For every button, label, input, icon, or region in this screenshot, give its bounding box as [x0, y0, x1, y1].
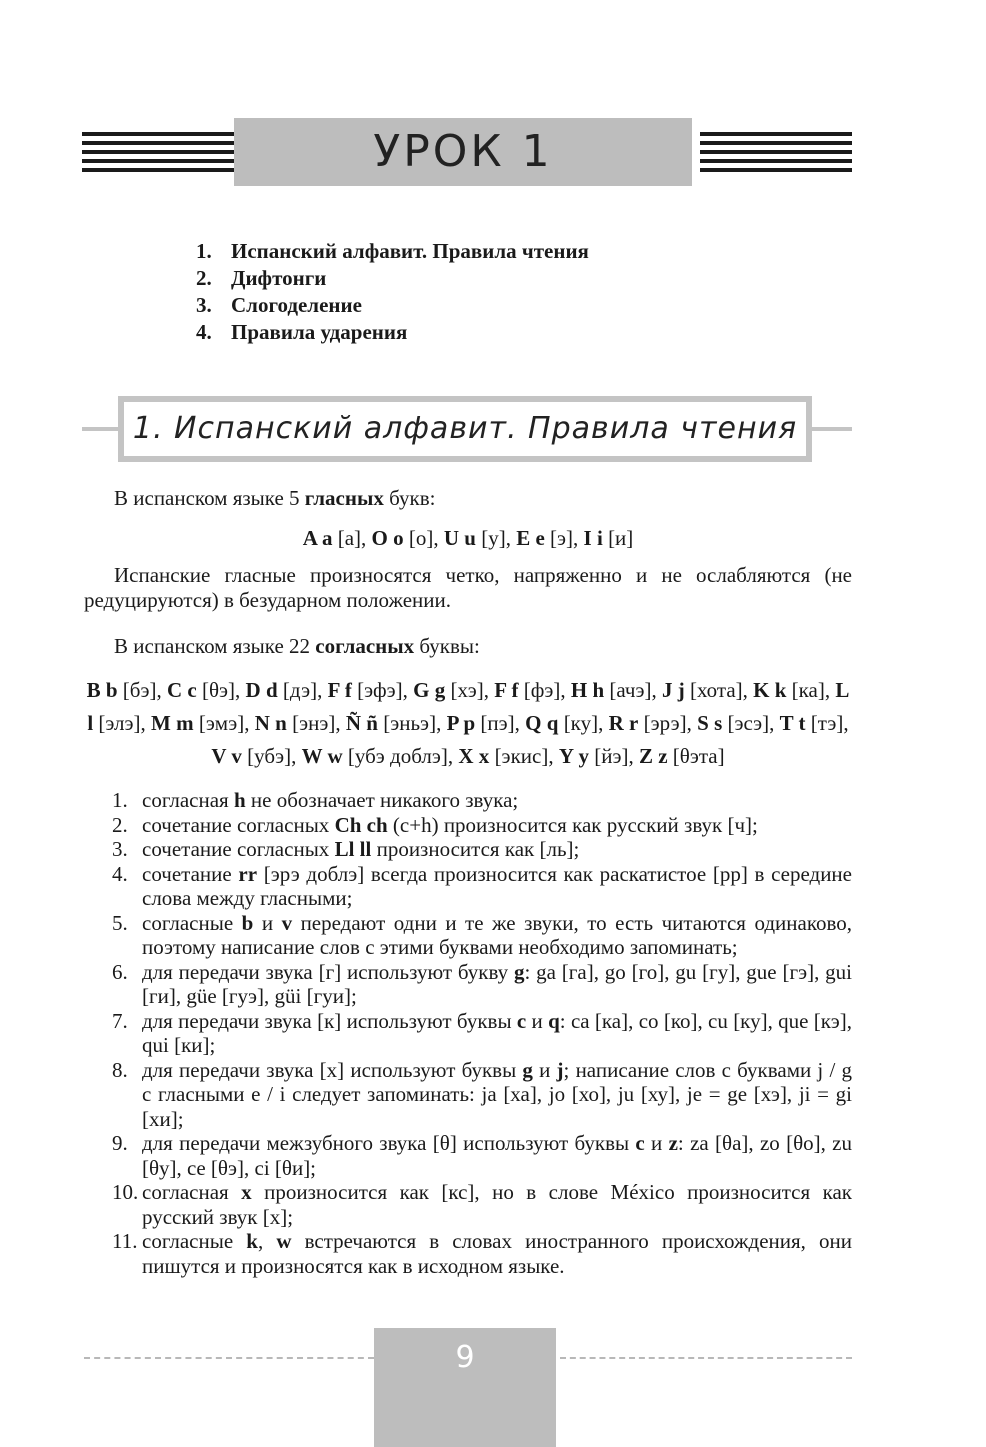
consonant-sound: [θэта]	[667, 744, 725, 768]
consonant-sound: [экис]	[489, 744, 549, 768]
section-rule-right	[812, 427, 852, 431]
consonant-letter: G g	[413, 678, 446, 702]
rule-item: 9. для передачи межзубного звука [θ] используют буквы c и z: za [θа], zo [θо], zu [θу], ce [θэ], ci [θи];	[112, 1131, 852, 1180]
vowel-letter: I i	[583, 526, 603, 550]
footer-dashed-rule-left	[84, 1357, 374, 1359]
section-rule-left	[82, 427, 122, 431]
vowel-letter: E e	[516, 526, 545, 550]
footer-dashed-rule-right	[560, 1357, 852, 1359]
consonant-sound: [ка]	[786, 678, 825, 702]
consonant-letter: F f	[327, 678, 352, 702]
consonant-sound: [убэ доблэ]	[342, 744, 448, 768]
contents-item: 4. Правила ударения	[196, 320, 408, 344]
consonant-sound: [эсэ]	[722, 711, 770, 735]
section-frame	[118, 396, 812, 462]
vowel-sound: [о]	[403, 526, 434, 550]
consonant-letter: W w	[301, 744, 343, 768]
consonant-sound: [тэ]	[805, 711, 844, 735]
consonant-sound: [энэ]	[286, 711, 336, 735]
consonant-letter: X x	[458, 744, 490, 768]
section-header	[82, 396, 852, 464]
consonant-letter: Y y	[558, 744, 589, 768]
vowel-sound: [и]	[602, 526, 634, 550]
vowel-sound: [у]	[475, 526, 506, 550]
consonant-sound: [ку]	[558, 711, 599, 735]
consonant-letter: V v	[211, 744, 242, 768]
consonant-sound: [убэ]	[241, 744, 292, 768]
vowels-list: A a [а], O o [о], U u [у], E e [э], I i [и]	[302, 526, 634, 550]
consonant-sound: [ачэ]	[604, 678, 652, 702]
rule-item: 4. сочетание rr [эрэ доблэ] всегда произносится как раскатистое [рр] в середине слова между гласными;	[112, 861, 852, 910]
consonant-letter: L l	[87, 678, 850, 735]
decorative-stripes-left	[82, 132, 234, 174]
consonant-sound: [эньэ]	[377, 711, 437, 735]
vowel-letter: O o	[371, 526, 404, 550]
rule-item: 7. для передачи звука [к] используют буквы c и q: ca [ка], co [ко], cu [ку], que [кэ], qui [ки];	[112, 1008, 852, 1057]
lesson-title: УРОК 1	[234, 118, 692, 186]
vowels-intro: В испанском языке 5 гласных букв:	[114, 486, 436, 510]
consonant-sound: [θэ]	[196, 678, 236, 702]
consonant-letter: F f	[494, 678, 519, 702]
vowel-letter: U u	[443, 526, 476, 550]
section-title: 1. Испанский алфавит. Правила чтения	[124, 402, 806, 456]
lesson-header	[82, 118, 852, 186]
consonant-letter: M m	[151, 711, 194, 735]
vowels-note: Испанские гласные произносятся четко, напряженно и не ослабляются (не редуцируются) в безударном положении.	[84, 563, 852, 612]
rule-item: 10. согласная x произносится как [кс], но в слове México произносится как русский звук [х];	[112, 1180, 853, 1229]
reading-rules	[112, 788, 852, 1278]
vowel-sound: [а]	[332, 526, 362, 550]
consonant-letter: J j	[661, 678, 685, 702]
consonant-sound: [элэ]	[93, 711, 141, 735]
page-number: 9	[374, 1328, 556, 1447]
consonant-sound: [эрэ]	[638, 711, 687, 735]
contents-item: 3. Слогоделение	[196, 293, 362, 317]
consonant-letter: Z z	[638, 744, 668, 768]
consonant-letter: T t	[779, 711, 806, 735]
consonant-letter: Ñ ñ	[345, 711, 378, 735]
consonant-letter: P p	[446, 711, 476, 735]
consonant-letter: N n	[254, 711, 287, 735]
contents-item: 2. Дифтонги	[196, 266, 327, 290]
rule-item: 2. сочетание согласных Ch ch (c+h) произносится как русский звук [ч];	[112, 812, 758, 837]
consonants-intro: В испанском языке 22 согласных буквы:	[114, 634, 480, 658]
consonant-letter: R r	[608, 711, 639, 735]
consonant-letter: D d	[245, 678, 278, 702]
rule-item: 8. для передачи звука [х] используют буквы g и j; написание слов с буквами j / g с гласными e / i следует запоминать: ja [ха], jo [хо], ju [ху], je = ge [хэ], ji = gi [хи];	[112, 1057, 852, 1131]
consonant-sound: [бэ]	[117, 678, 157, 702]
consonant-sound: [пэ]	[475, 711, 515, 735]
lesson-contents	[196, 238, 589, 346]
rule-item: 1. согласная h не обозначает никакого звука;	[112, 788, 519, 812]
rule-item: 11. согласные k, w встречаются в словах иностранного происхождения, они пишутся и произносятся как в исходном языке.	[112, 1229, 853, 1278]
rule-item: 6. для передачи звука [г] используют букву g: ga [га], go [го], gu [гу], gue [гэ], gui [ги], güe [гуэ], güi [гуи];	[112, 959, 852, 1008]
decorative-stripes-right	[700, 132, 852, 174]
consonant-letter: B b	[86, 678, 118, 702]
consonant-sound: [эмэ]	[193, 711, 245, 735]
consonant-letter: H h	[570, 678, 605, 702]
consonant-letter: C c	[166, 678, 197, 702]
consonants-list: B b [бэ], C c [θэ], D d [дэ], F f [эфэ], G g [хэ], F f [фэ], H h [ачэ], J j [хота], K k [ка], L l [элэ], M m [эмэ], N n [энэ], Ñ ñ [эньэ], P p [пэ], Q q [ку], R r [эрэ], S s [эсэ], T t [тэ], V v [убэ], W w [убэ доблэ], X x [экис], Y y [йэ], Z z [θэта]	[86, 678, 850, 768]
consonant-sound: [эфэ]	[351, 678, 403, 702]
contents-item: 1. Испанский алфавит. Правила чтения	[196, 239, 589, 263]
vowel-letter: A a	[302, 526, 333, 550]
consonant-sound: [хэ]	[445, 678, 484, 702]
consonant-sound: [йэ]	[588, 744, 629, 768]
consonant-sound: [дэ]	[277, 678, 318, 702]
consonant-letter: Q q	[525, 711, 559, 735]
consonant-sound: [хота]	[684, 678, 743, 702]
rule-item: 5. согласные b и v передают одни и те же звуки, то есть читаются одинаково, поэтому написание слов с этими буквами необходимо запоминать;	[112, 910, 852, 959]
consonant-letter: K k	[753, 678, 787, 702]
consonant-letter: S s	[697, 711, 723, 735]
vowel-sound: [э]	[544, 526, 574, 550]
rule-item: 3. сочетание согласных Ll ll произносится как [ль];	[112, 837, 580, 861]
consonant-sound: [фэ]	[518, 678, 561, 702]
